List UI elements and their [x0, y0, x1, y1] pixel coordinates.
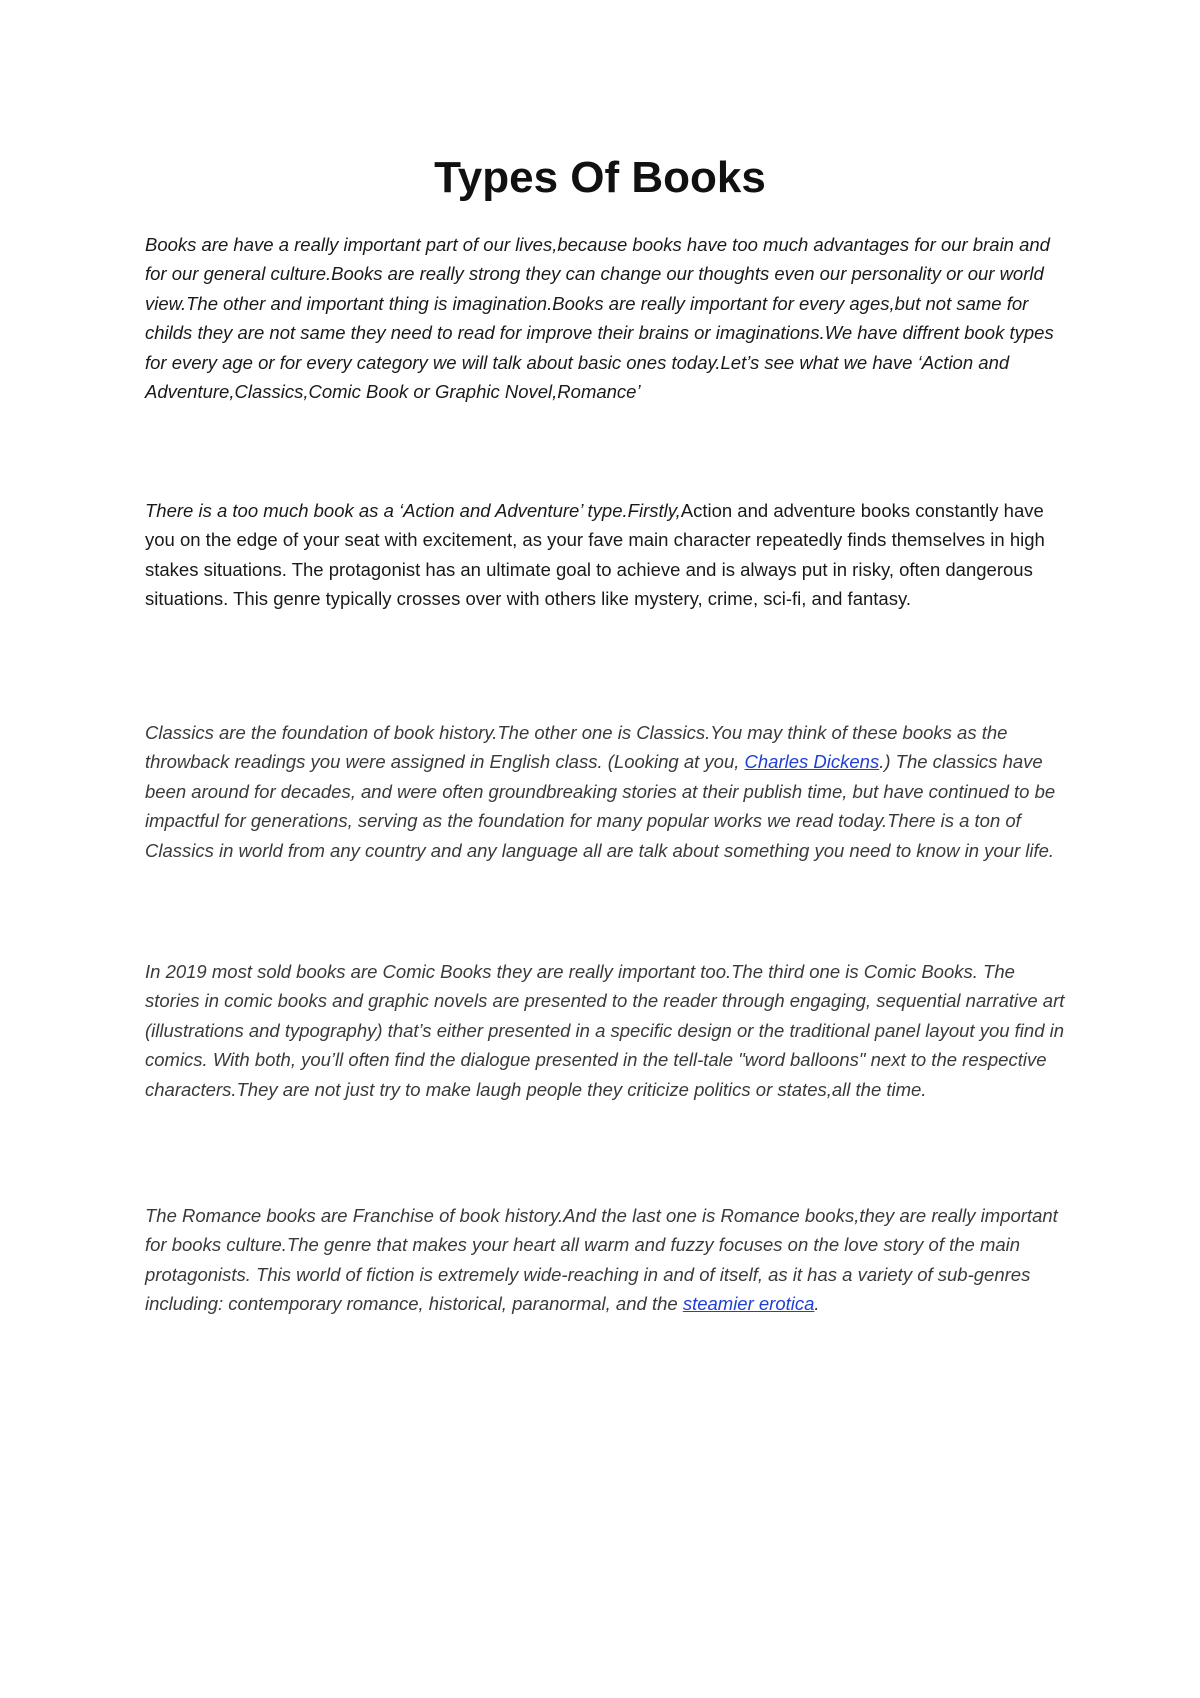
action-adventure-paragraph	[145, 496, 1065, 614]
action-adventure-body: Action and adventure books constantly have you on the edge of your seat with excitement, as your fave main character repeatedly finds themselves in high stakes situations. The protagonist has an ultimate goal to achieve and is always put in risky, often dangerous situations. This genre typically crosses over with others like mystery, crime, sci-fi, and fantasy.	[145, 500, 1045, 610]
intro-paragraph: Books are have a really important part of our lives,because books have too much advantages for our brain and for our general culture.Books are really strong they can change our thoughts even our personality or our world view.The other and important thing is imagination.Books are really important for every ages,but not same for childs they are not same they need to read for improve their brains or imaginations.We have diffrent book types for every age or for every category we will talk about basic ones today.Let’s see what we have ‘Action and Adventure,Classics,Comic Book or Graphic Novel,Romance’	[145, 234, 1054, 403]
document-title: Types Of Books	[434, 153, 766, 202]
classics-text-start: Classics are the foundation of book history.The other one is Classics.You may think of these books as the throwback readings you were assigned in English class. (Looking at you,	[145, 722, 1008, 773]
romance-paragraph	[145, 1201, 1065, 1319]
classics-paragraph	[145, 718, 1065, 865]
charles-dickens-link[interactable]: Charles Dickens	[744, 751, 880, 773]
action-adventure-intro: There is a too much book as a ‘Action and Adventure’ type.Firstly,	[145, 500, 681, 521]
romance-text-end: .	[814, 1293, 820, 1315]
classics-text-end: .) The classics have been around for decades, and were often groundbreaking stories at their publish time, but have continued to be impactful for generations, serving as the foundation for many popular works we read today.There is a ton of Classics in world from any country and any language all are talk about something you need to know in your life.	[145, 751, 1056, 861]
romance-text-start: The Romance books are Franchise of book history.And the last one is Romance books,they are really important for books culture.The genre that makes your heart all warm and fuzzy focuses on the love story of the main protagonists. This world of fiction is extremely wide-reaching in and of itself, as it has a variety of sub-genres including: contemporary romance, historical, paranormal, and the	[145, 1205, 1058, 1315]
steamier-erotica-link[interactable]: steamier erotica	[682, 1293, 815, 1315]
comic-books-paragraph: In 2019 most sold books are Comic Books they are really important too.The third one is Comic Books. The stories in comic books and graphic novels are presented to the reader through engaging, sequential narrative art (illustrations and typography) that’s either presented in a specific design or the traditional panel layout you find in comics. With both, you’ll often find the dialogue presented in the tell-tale "word balloons" next to the respective characters.They are not just try to make laugh people they criticize politics or states,all the time.	[145, 961, 1065, 1100]
